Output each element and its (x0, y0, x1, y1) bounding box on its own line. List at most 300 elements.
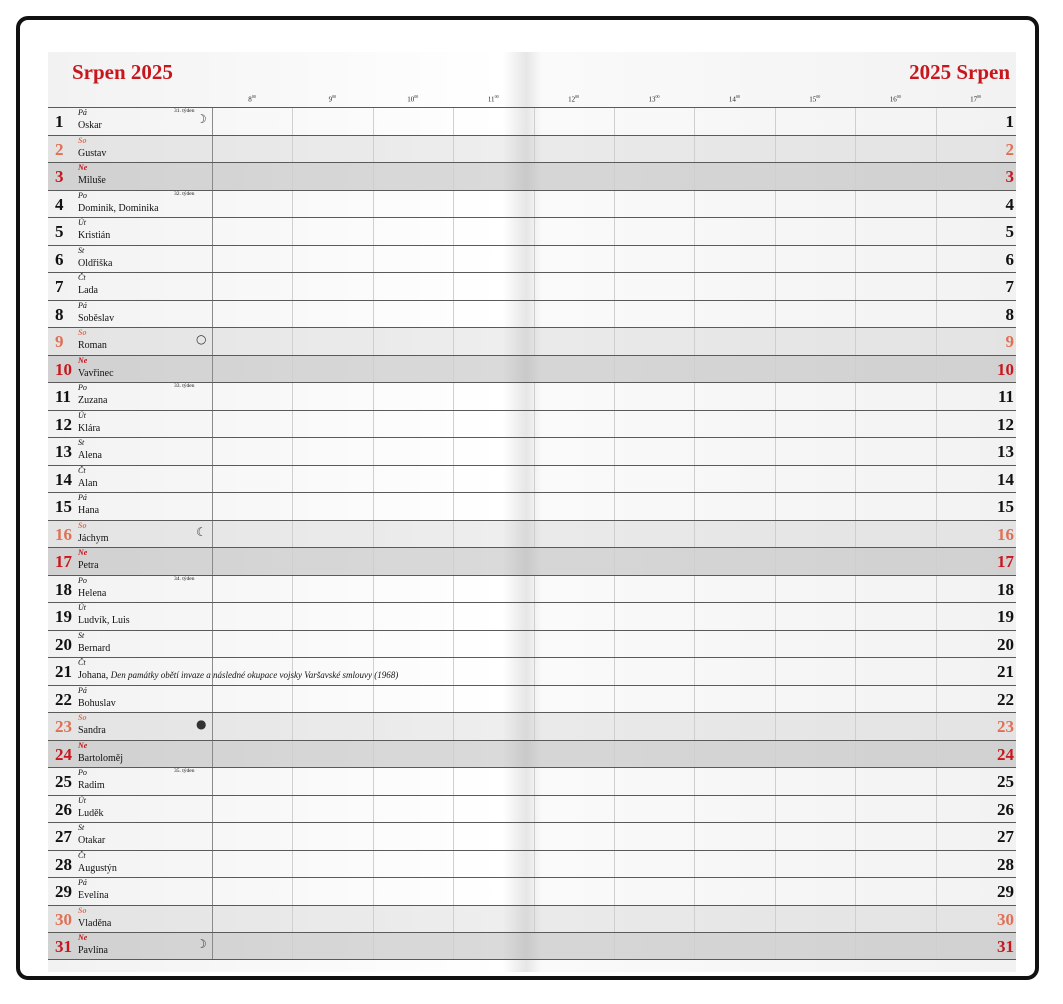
day-number-right: 21 (997, 662, 1014, 681)
hour-grid-line (614, 301, 615, 328)
day-row[interactable] (48, 630, 1016, 658)
day-row[interactable] (48, 492, 1016, 520)
weekday-abbr: St (78, 438, 85, 447)
hour-grid-line (775, 851, 776, 878)
weekday-abbr: Po (78, 190, 87, 200)
hour-grid-line (534, 906, 535, 933)
day-row[interactable] (48, 327, 1016, 355)
hour-grid-line (292, 878, 293, 905)
day-row[interactable] (48, 822, 1016, 850)
name-day (78, 148, 106, 159)
hour-grid-line (694, 246, 695, 273)
hour-grid-line (453, 713, 454, 740)
day-row[interactable] (48, 850, 1016, 878)
weekday-abbr: St (78, 245, 85, 255)
day-number: 19 (55, 607, 72, 626)
weekday-abbr: Pá (78, 108, 87, 117)
hour-grid-line (855, 906, 856, 933)
day-row[interactable] (48, 465, 1016, 493)
hour-label: $15^{00}$ (809, 94, 821, 104)
hour-grid-line (694, 933, 695, 959)
hour-grid-line (534, 713, 535, 740)
hour-grid-line (292, 356, 293, 383)
day-number: 10 (55, 359, 72, 379)
day-row[interactable] (48, 575, 1016, 603)
name-day (78, 835, 105, 846)
hour-grid-line (614, 823, 615, 850)
hour-grid-line (614, 273, 615, 300)
hour-grid-line (373, 136, 374, 163)
hour-grid-line (373, 438, 374, 465)
day-number: 8 (55, 304, 64, 324)
name-day-text: Ludvík, Luis (78, 615, 130, 626)
hour-grid-line (453, 493, 454, 520)
hour-grid-line (453, 823, 454, 850)
day-number-right: 18 (997, 579, 1014, 599)
name-day (78, 780, 105, 791)
hour-grid-line (855, 356, 856, 383)
hour-label: $12^{00}$ (568, 94, 580, 104)
day-row[interactable] (48, 162, 1016, 190)
hour-grid-line (373, 686, 374, 713)
hour-grid-line (212, 108, 213, 135)
weekday-abbr: Čt (78, 273, 86, 282)
hour-grid-line (614, 246, 615, 273)
name-day-text: Hana (78, 505, 100, 516)
hour-grid-line (694, 108, 695, 135)
hour-grid-line (453, 356, 454, 383)
hour-grid-line (453, 218, 454, 245)
day-number: 4 (55, 194, 64, 214)
hour-grid-line (614, 328, 615, 355)
hour-grid-line (936, 878, 937, 905)
hour-grid-line (534, 603, 535, 630)
hour-grid-line (534, 796, 535, 823)
day-number: 5 (55, 222, 64, 241)
name-day-text: Klára (78, 422, 101, 434)
hour-grid-line (534, 466, 535, 493)
hour-grid-line (534, 383, 535, 410)
hour-grid-line (212, 466, 213, 493)
hour-grid-line (775, 493, 776, 520)
hour-grid-line (614, 631, 615, 658)
hour-grid-line (855, 631, 856, 658)
hour-grid-line (855, 466, 856, 493)
hour-grid-line (212, 328, 213, 355)
name-day-text: Petra (78, 560, 99, 571)
hour-grid-line (212, 218, 213, 245)
hour-grid-line (453, 246, 454, 273)
hour-grid-line (614, 493, 615, 520)
hour-grid-line (534, 686, 535, 713)
hour-grid-line (373, 218, 374, 245)
day-row[interactable] (48, 355, 1016, 383)
name-day (78, 368, 114, 379)
hour-grid-line (936, 411, 937, 438)
hour-grid-line (373, 768, 374, 795)
hour-grid-line (855, 273, 856, 300)
day-number-right: 9 (1005, 332, 1014, 351)
hour-grid-line (453, 768, 454, 795)
hour-grid-line (212, 493, 213, 520)
hour-grid-line (855, 548, 856, 575)
day-number: 14 (55, 469, 72, 489)
hour-grid-line (775, 823, 776, 850)
hour-grid-line (212, 851, 213, 878)
hour-grid-line (453, 878, 454, 905)
day-row[interactable] (48, 905, 1016, 933)
hour-grid-line (212, 741, 213, 768)
day-row[interactable] (48, 767, 1016, 795)
name-day (78, 808, 104, 819)
hour-grid-line (292, 438, 293, 465)
hour-grid-line (212, 768, 213, 795)
hour-grid-line (614, 933, 615, 959)
hour-label: $13^{00}$ (648, 94, 660, 104)
weekday-abbr: Út (78, 410, 86, 420)
hour-grid-line (212, 301, 213, 328)
day-number-right: 8 (1005, 304, 1014, 324)
name-day-text: Vladěna (78, 917, 112, 929)
hour-grid-line (614, 603, 615, 630)
hour-grid-line (694, 328, 695, 355)
hour-grid-line (936, 466, 937, 493)
hour-grid-line (694, 906, 695, 933)
hour-grid-line (534, 631, 535, 658)
hour-grid-line (694, 686, 695, 713)
hour-grid-line (855, 328, 856, 355)
hour-grid-line (212, 383, 213, 410)
hour-grid-line (775, 713, 776, 740)
hour-grid-line (534, 768, 535, 795)
hour-grid-line (534, 521, 535, 548)
hour-grid-line (534, 823, 535, 850)
day-number: 12 (55, 414, 72, 434)
hour-grid-line (373, 108, 374, 135)
weekday-abbr: Po (78, 383, 87, 392)
moon-phase-icon: ☾ (196, 524, 207, 539)
hour-grid-line (614, 686, 615, 713)
hour-grid-line (614, 741, 615, 768)
hour-grid-line (775, 548, 776, 575)
name-day-text: Helena (78, 587, 107, 599)
hour-grid-line (453, 906, 454, 933)
hour-grid-line (775, 741, 776, 768)
hour-grid-line (855, 493, 856, 520)
day-number-right: 12 (997, 414, 1014, 434)
hour-grid-line (453, 411, 454, 438)
hour-grid-line (936, 686, 937, 713)
hour-grid-line (936, 713, 937, 740)
hour-grid-line (936, 246, 937, 273)
hour-grid-line (292, 741, 293, 768)
hour-grid-line (855, 658, 856, 685)
hour-grid-line (373, 191, 374, 218)
hour-label: $8^{00}$ (248, 94, 256, 104)
hour-grid-line (936, 356, 937, 383)
day-number: 23 (55, 717, 72, 736)
hour-grid-line (855, 796, 856, 823)
day-row[interactable] (48, 437, 1016, 465)
hour-grid-line (534, 658, 535, 685)
hour-grid-line (694, 796, 695, 823)
day-row[interactable] (48, 547, 1016, 575)
weekday-abbr: So (78, 520, 87, 530)
day-number-right: 3 (1005, 167, 1014, 186)
day-row[interactable] (48, 272, 1016, 300)
hour-grid-line (453, 108, 454, 135)
day-number-right: 31 (997, 937, 1014, 956)
day-row[interactable] (48, 382, 1016, 410)
hour-grid-line (534, 878, 535, 905)
hour-grid-line (694, 163, 695, 190)
hour-grid-line (534, 356, 535, 383)
hour-label: $16^{00}$ (889, 94, 901, 104)
hour-grid-line (534, 548, 535, 575)
name-day (78, 863, 117, 874)
name-day (78, 285, 98, 296)
name-day-text: Johana, (78, 670, 109, 681)
day-row[interactable] (48, 877, 1016, 905)
day-number-right: 23 (997, 717, 1014, 736)
hour-grid-line (775, 878, 776, 905)
hour-grid-line (936, 631, 937, 658)
hour-grid-line (373, 411, 374, 438)
name-day (78, 313, 114, 324)
hour-grid-line (694, 191, 695, 218)
name-day (78, 945, 108, 956)
hour-grid-line (373, 548, 374, 575)
name-day-text: Dominik, Dominika (78, 202, 159, 214)
hour-grid-line (373, 301, 374, 328)
hour-grid-line (855, 576, 856, 603)
hour-label: $14^{00}$ (728, 94, 740, 104)
weekday-abbr: Ne (78, 740, 88, 750)
hour-grid-line (534, 493, 535, 520)
hour-grid-line (292, 328, 293, 355)
hour-label: $17^{00}$ (970, 94, 982, 104)
hour-grid-line (534, 301, 535, 328)
hour-grid-line (775, 906, 776, 933)
day-number-right: 29 (997, 882, 1014, 901)
hour-grid-line (292, 273, 293, 300)
day-row[interactable] (48, 795, 1016, 823)
weekday-abbr: Út (78, 603, 86, 612)
name-day (78, 175, 106, 186)
hour-grid-line (534, 741, 535, 768)
day-row[interactable] (48, 685, 1016, 713)
day-number-right: 28 (997, 854, 1014, 874)
hour-grid-line (534, 411, 535, 438)
name-day-text: Bartoloměj (78, 752, 123, 764)
hour-grid-line (212, 411, 213, 438)
hour-grid-line (775, 796, 776, 823)
day-row[interactable] (48, 135, 1016, 163)
day-row[interactable] (48, 520, 1016, 548)
hour-grid-line (212, 713, 213, 740)
hour-grid-line (614, 438, 615, 465)
weekday-abbr: Pá (78, 685, 87, 695)
name-day (78, 533, 109, 544)
hour-grid-line (534, 136, 535, 163)
hour-grid-line (775, 603, 776, 630)
hour-grid-line (212, 136, 213, 163)
hour-grid-line (936, 521, 937, 548)
name-day (78, 395, 107, 406)
hour-grid-line (212, 163, 213, 190)
hour-grid-line (694, 411, 695, 438)
day-number: 9 (55, 332, 64, 351)
hour-grid-line (936, 658, 937, 685)
hour-grid-line (855, 191, 856, 218)
hour-grid-line (936, 768, 937, 795)
day-row[interactable] (48, 245, 1016, 273)
hour-grid-line (694, 741, 695, 768)
weekday-abbr: Ne (78, 163, 88, 172)
hour-grid-line (373, 823, 374, 850)
hour-grid-line (775, 933, 776, 959)
name-day (78, 560, 99, 571)
name-day (78, 120, 102, 131)
hour-grid-line (373, 383, 374, 410)
holiday-note: Den památky obětí invaze a následné okupace vojsky Varšavské smlouvy (1968) (110, 670, 399, 680)
weekday-abbr: Út (78, 795, 86, 805)
name-day-text: Soběslav (78, 312, 115, 324)
hour-grid-line (373, 796, 374, 823)
day-number: 30 (55, 909, 72, 929)
weekday-abbr: St (78, 630, 85, 640)
hour-label: $10^{00}$ (407, 94, 419, 104)
name-day (78, 450, 102, 461)
hour-grid-line (936, 163, 937, 190)
hour-grid-line (614, 851, 615, 878)
hour-grid-line (534, 108, 535, 135)
hour-grid-line (212, 906, 213, 933)
hour-grid-line (936, 603, 937, 630)
hour-grid-line (936, 438, 937, 465)
day-row[interactable] (48, 657, 1016, 685)
hour-grid-line (453, 548, 454, 575)
hour-grid-line (292, 466, 293, 493)
hour-grid-line (855, 603, 856, 630)
day-row[interactable] (48, 107, 1016, 135)
hour-grid-line (373, 851, 374, 878)
hour-grid-line (292, 686, 293, 713)
name-day-text: Evelína (78, 890, 109, 901)
hour-grid-line (936, 906, 937, 933)
hour-grid-line (212, 438, 213, 465)
weekday-abbr: St (78, 823, 85, 832)
name-day-text: Gustav (78, 147, 107, 159)
hour-grid-line (534, 218, 535, 245)
day-row[interactable] (48, 712, 1016, 740)
calendar-frame (16, 16, 1039, 980)
hour-grid-line (694, 713, 695, 740)
hour-grid-line (453, 438, 454, 465)
name-day-text: Kristián (78, 230, 111, 241)
day-row[interactable] (48, 740, 1016, 768)
day-number-right: 19 (997, 607, 1014, 626)
hour-grid-line (936, 851, 937, 878)
hour-grid-line (373, 328, 374, 355)
moon-phase-icon: ☽ (196, 937, 207, 951)
hour-grid-line (694, 631, 695, 658)
day-number-right: 22 (997, 689, 1014, 709)
day-number: 7 (55, 277, 64, 296)
hour-grid-line (292, 411, 293, 438)
weekday-abbr: Ne (78, 548, 88, 557)
hour-grid-line (614, 658, 615, 685)
hour-grid-line (212, 686, 213, 713)
day-row[interactable] (48, 190, 1016, 218)
hour-grid-line (212, 576, 213, 603)
week-number: 35. týden (174, 768, 195, 774)
weekday-abbr: Pá (78, 300, 87, 310)
hour-grid-line (775, 658, 776, 685)
day-number: 24 (55, 744, 72, 764)
hour-grid-line (373, 356, 374, 383)
hour-grid-line (534, 273, 535, 300)
hour-grid-line (694, 548, 695, 575)
name-day (78, 588, 106, 599)
moon-phase-icon: ☽ (196, 112, 207, 126)
hour-grid-line (855, 851, 856, 878)
day-number-right: 24 (997, 744, 1014, 764)
moon-phase-icon: ● (196, 717, 207, 731)
hour-grid-line (775, 273, 776, 300)
day-number-right: 27 (997, 827, 1014, 846)
hour-grid-line (694, 136, 695, 163)
day-row[interactable] (48, 932, 1016, 960)
name-day-text: Jáchym (78, 532, 109, 544)
day-row[interactable] (48, 217, 1016, 245)
name-day (78, 423, 100, 434)
hour-grid-line (292, 603, 293, 630)
hour-grid-line (373, 576, 374, 603)
hour-grid-line (373, 603, 374, 630)
hour-grid-line (453, 273, 454, 300)
hour-label: $11^{00}$ (487, 94, 499, 104)
day-number: 6 (55, 249, 64, 269)
hour-grid-line (936, 191, 937, 218)
name-day-text: Lada (78, 285, 98, 296)
weekday-abbr: Ne (78, 355, 88, 365)
hour-grid-line (855, 686, 856, 713)
hour-grid-line (936, 328, 937, 355)
day-row[interactable] (48, 602, 1016, 630)
hour-grid-line (775, 218, 776, 245)
week-number: 32. týden (174, 190, 195, 197)
hour-grid-line (373, 273, 374, 300)
day-row[interactable] (48, 300, 1016, 328)
hour-grid-line (936, 823, 937, 850)
day-number: 22 (55, 689, 72, 709)
name-day-text: Miluše (78, 175, 106, 186)
name-day-text: Oskar (78, 120, 102, 131)
name-day-text: Zuzana (78, 395, 108, 406)
hour-grid-line (775, 136, 776, 163)
day-number: 1 (55, 112, 64, 131)
name-day-text: Radim (78, 780, 105, 791)
weekday-abbr: Po (78, 768, 87, 777)
hour-grid-line (212, 631, 213, 658)
hour-grid-line (775, 383, 776, 410)
hour-grid-line (373, 878, 374, 905)
hour-grid-line (614, 548, 615, 575)
hour-grid-line (614, 576, 615, 603)
day-number-right: 30 (997, 909, 1014, 929)
day-row[interactable] (48, 410, 1016, 438)
